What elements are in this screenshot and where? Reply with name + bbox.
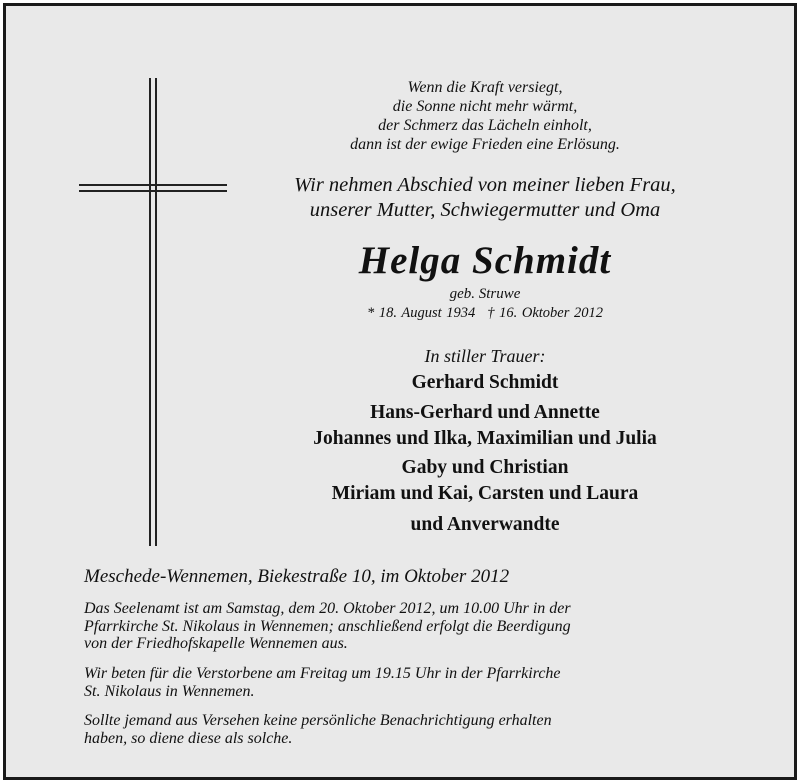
mourner: Hans-Gerhard und Annette [370,402,600,423]
poem-line: Wenn die Kraft versiegt, [407,79,563,96]
place-date: Meschede-Wennemen, Biekestraße 10, im Oktober 2012 [84,566,510,587]
farewell-line: unserer Mutter, Schwiegermutter und Oma [309,199,661,221]
birth-date: * 18. August 1934 [366,305,476,321]
paragraph-line: St. Nikolaus in Wennemen. [84,682,255,700]
mourning-label: In stiller Trauer: [424,346,546,366]
mourner: Gerhard Schmidt [411,372,559,393]
mourner: Gaby und Christian [401,457,569,478]
poem [270,78,700,154]
paragraph-line: haben, so diene diese als solche. [84,729,293,747]
poem-line: die Sonne nicht mehr wärmt, [392,98,578,115]
deceased-name: Helga Schmidt [358,239,612,282]
notification-note [84,712,744,747]
farewell-line: Wir nehmen Abschied von meiner lieben Frau, [294,174,676,196]
poem-line: dann ist der ewige Frieden eine Erlösung. [350,136,620,153]
mourner: und Anverwandte [410,514,560,535]
poem-line: der Schmerz das Lächeln einholt, [378,117,592,134]
prayer-info [84,665,744,700]
funeral-service-info [84,600,744,653]
paragraph-line: Pfarrkirche St. Nikolaus in Wennemen; anschließend erfolgt die Beerdigung [84,617,571,635]
paragraph-line: Das Seelenamt ist am Samstag, dem 20. Oktober 2012, um 10.00 Uhr in der [84,600,571,617]
cross-icon-bar [79,184,227,186]
paragraph-line: Wir beten für die Verstorbene am Freitag um 19.15 Uhr in der Pfarrkirche [84,665,561,682]
death-date: † 16. Oktober 2012 [487,305,604,321]
mourner: Miriam und Kai, Carsten und Laura [331,483,639,504]
paragraph-line: von der Friedhofskapelle Wennemen aus. [84,635,348,652]
farewell-text [250,173,720,223]
mourners-list [250,370,720,538]
mourner: Johannes und Ilka, Maximilian und Julia [313,428,657,449]
birth-name: geb. Struwe [449,286,521,302]
cross-icon-line [155,78,157,546]
life-dates [270,304,700,322]
cross-icon-bar [79,190,227,192]
paragraph-line: Sollte jemand aus Versehen keine persönliche Benachrichtigung erhalten [84,712,552,729]
cross-icon [149,78,151,546]
